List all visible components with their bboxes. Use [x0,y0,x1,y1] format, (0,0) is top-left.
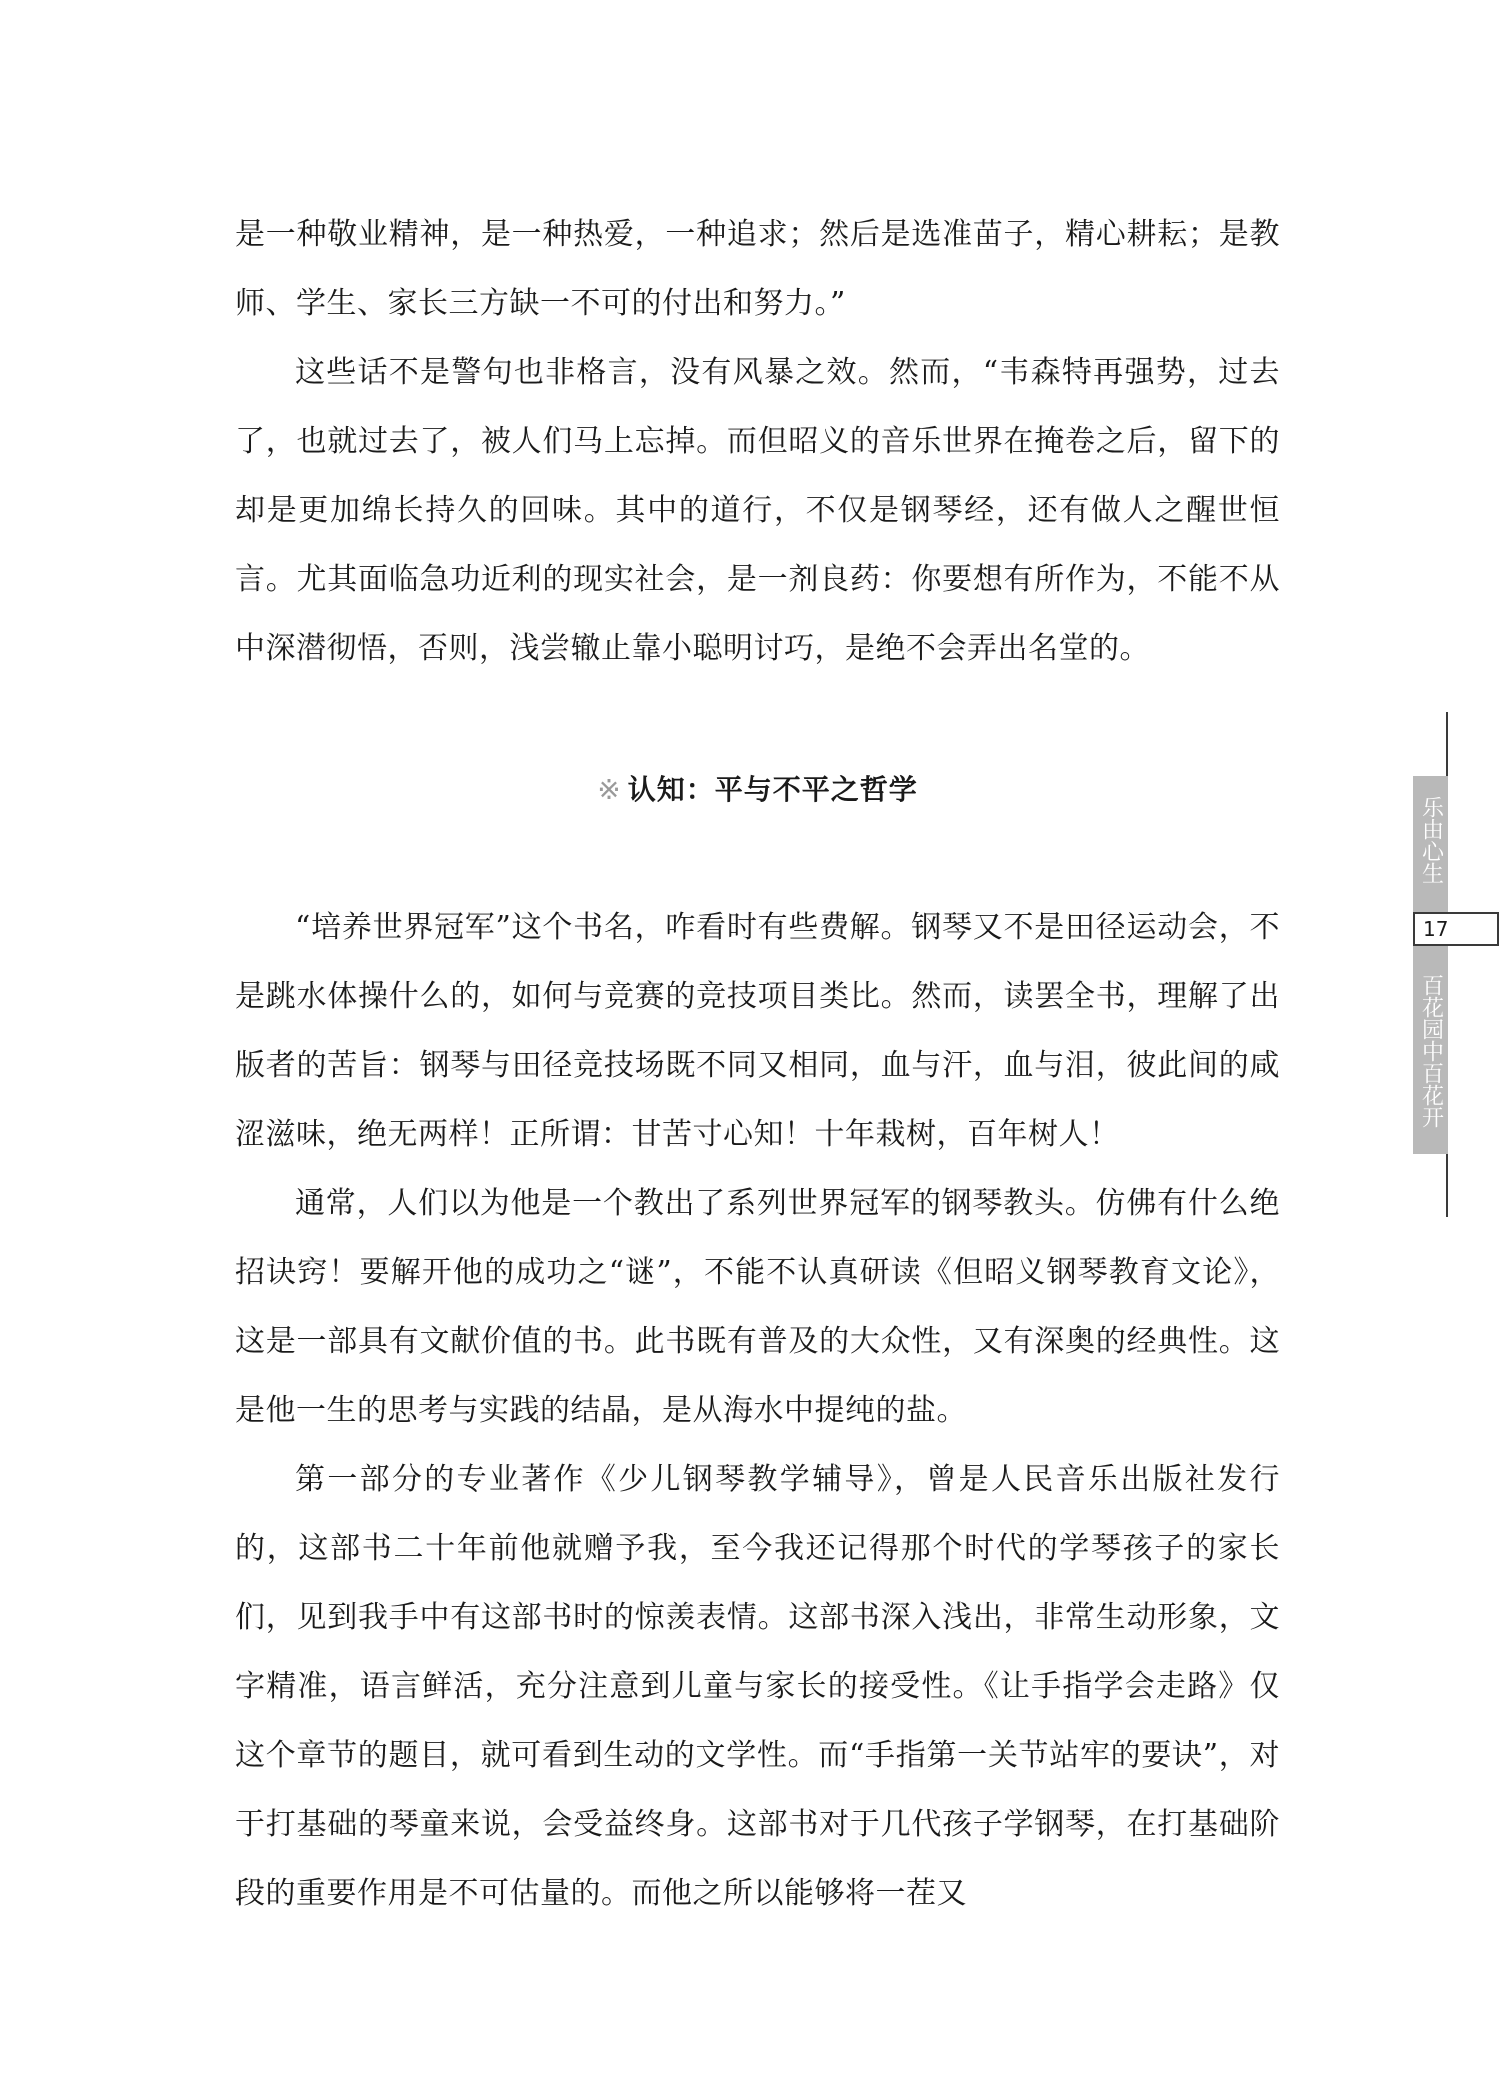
section-tab-label: 百花园中百花开 [1413,946,1448,1154]
paragraph: 第一部分的专业著作《少儿钢琴教学辅导》，曾是人民音乐出版社发行的，这部书二十年前他就赠予我，至今我还记得那个时代的学琴孩子的家长们，见到我手中有这部书时的惊羡表情。这部书深入浅出，非常生动形象，文字精准，语言鲜活，充分注意到儿童与家长的接受性。《让手指学会走路》仅这个章节的题目，就可看到生动的文学性。而“手指第一关节站牢的要诀”，对于打基础的琴童来说，会受益终身。这部书对于几代孩子学钢琴，在打基础阶段的重要作用是不可估量的。而他之所以能够将一茬又 [235,1462,1280,1911]
page-number: 17 [1413,912,1499,946]
chapter-tab-label: 乐由心生 [1413,776,1448,912]
paragraph-continuation: 是一种敬业精神，是一种热爱，一种追求；然后是选准苗子，精心耕耘；是教师、学生、家长三方缺一不可的付出和努力。” [235,217,1280,321]
section-heading [235,770,1280,810]
side-tab [1413,0,1499,2089]
reference-mark-icon: ※ [597,773,622,806]
bottom-text-block [235,893,1280,1928]
paragraph: 通常，人们以为他是一个教出了系列世界冠军的钢琴教头。仿佛有什么绝招诀窍！要解开他的成功之“谜”，不能不认真研读《但昭义钢琴教育文论》，这是一部具有文献价值的书。此书既有普及的大众性，又有深奥的经典性。这是他一生的思考与实践的结晶，是从海水中提纯的盐。 [235,1186,1280,1428]
section-title: 认知：平与不平之哲学 [627,773,918,806]
paragraph: “培养世界冠军”这个书名，咋看时有些费解。钢琴又不是田径运动会，不是跳水体操什么的，如何与竞赛的竞技项目类比。然而，读罢全书，理解了出版者的苦旨：钢琴与田径竞技场既不同又相同，血与汗，血与泪，彼此间的咸涩滋味，绝无两样！正所谓：甘苦寸心知！十年栽树，百年树人！ [235,910,1280,1152]
paragraph: 这些话不是警句也非格言，没有风暴之效。然而，“韦森特再强势，过去了，也就过去了，被人们马上忘掉。而但昭义的音乐世界在掩卷之后，留下的却是更加绵长持久的回味。其中的道行，不仅是钢琴经，还有做人之醒世恒言。尤其面临急功近利的现实社会，是一剂良药：你要想有所作为，不能不从中深潜彻悟，否则，浅尝辙止靠小聪明讨巧，是绝不会弄出名堂的。 [235,355,1280,666]
top-text-block [235,200,1280,683]
